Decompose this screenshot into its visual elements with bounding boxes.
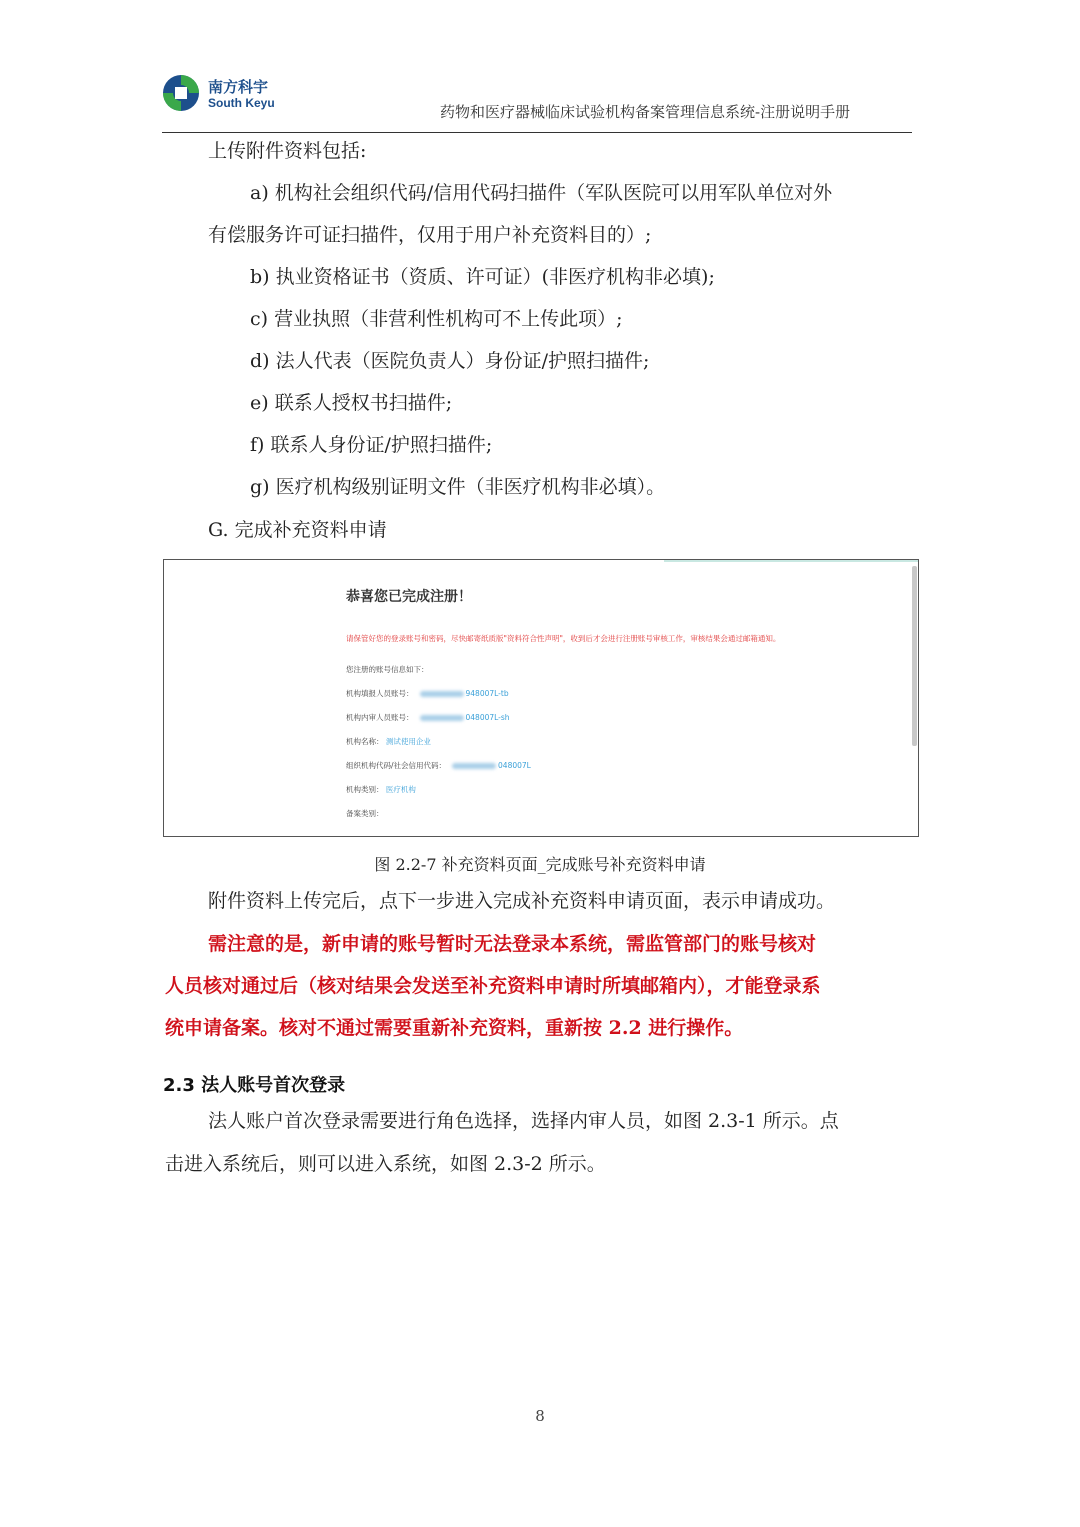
row-label: 机构名称： (346, 737, 384, 746)
logo-mark-icon (162, 74, 200, 112)
list-item-c: c) 营业执照（非营利性机构可不上传此项）; (250, 308, 623, 330)
list-item-g: g) 医疗机构级别证明文件（非医疗机构非必填）。 (250, 476, 666, 498)
list-item-d: d) 法人代表（医院负责人）身份证/护照扫描件; (250, 350, 650, 372)
list-item-a: a) 机构社会组织代码/信用代码扫描件（军队医院可以用军队单位对外 (250, 182, 833, 204)
screenshot-info-header: 您注册的账号信息如下： (346, 665, 429, 674)
redaction-blur (452, 763, 496, 769)
screenshot-row (346, 688, 509, 699)
screenshot-row (346, 808, 384, 819)
notice-line-2: 人员核对通过后（核对结果会发送至补充资料申请时所填邮箱内），才能登录系 (165, 975, 821, 997)
screenshot-row (346, 760, 531, 771)
row-value: 医疗机构 (385, 785, 416, 794)
company-logo (162, 74, 312, 118)
notice-line-1: 需注意的是，新申请的账号暂时无法登录本系统，需监管部门的账号核对 (208, 933, 817, 955)
row-label: 机构填报人员账号： (346, 689, 414, 698)
registration-complete-screenshot (163, 559, 919, 837)
after-upload-paragraph: 附件资料上传完后，点下一步进入完成补充资料申请页面，表示申请成功。 (208, 890, 836, 912)
list-item-f: f) 联系人身份证/护照扫描件; (250, 434, 493, 456)
row-label: 备案类别： (346, 809, 384, 818)
notice-line-3: 统申请备案。核对不通过需要重新补充资料，重新按 2.2 进行操作。 (165, 1017, 744, 1039)
row-value: 048007L (498, 761, 531, 770)
logo-chinese-name: 南方科宇 (208, 78, 269, 96)
logo-english-name: South Keyu (208, 96, 275, 110)
upload-intro: 上传附件资料包括: (208, 140, 367, 162)
screenshot-scrollbar (912, 566, 917, 746)
redaction-blur (420, 691, 464, 697)
row-label: 机构类别： (346, 785, 384, 794)
screenshot-row (346, 736, 431, 747)
row-label: 机构内审人员账号： (346, 713, 414, 722)
screenshot-row (346, 712, 510, 723)
list-item-e: e) 联系人授权书扫描件; (250, 392, 453, 414)
screenshot-top-accent (664, 560, 919, 562)
section-heading-2-3: 2.3 法人账号首次登录 (163, 1075, 346, 1096)
figure-caption: 图 2.2-7 补充资料页面_完成账号补充资料申请 (374, 855, 706, 874)
header-divider (162, 132, 912, 133)
document-title: 药物和医疗器械临床试验机构备案管理信息系统-注册说明手册 (440, 103, 851, 121)
first-login-paragraph-cont: 击进入系统后，则可以进入系统，如图 2.3-2 所示。 (165, 1153, 606, 1175)
list-item-b: b) 执业资格证书（资质、许可证）(非医疗机构非必填); (250, 266, 715, 288)
first-login-paragraph: 法人账户首次登录需要进行角色选择，选择内审人员，如图 2.3-1 所示。点 (208, 1110, 839, 1132)
row-value: 测试使用企业 (385, 737, 431, 746)
row-value: 048007L-sh (465, 713, 510, 722)
step-g-heading: G. 完成补充资料申请 (208, 519, 387, 541)
page-number: 8 (535, 1407, 545, 1425)
screenshot-warning: 请保管好您的登录账号和密码，尽快邮寄纸质版"资料符合性声明"，收到后才会进行注册账号审核工作，审核结果会通过邮箱通知。 (346, 634, 781, 643)
row-label: 组织机构代码/社会信用代码： (346, 761, 447, 770)
redaction-blur (420, 715, 464, 721)
list-item-a-cont: 有偿服务许可证扫描件，仅用于用户补充资料目的）; (208, 224, 652, 246)
screenshot-title: 恭喜您已完成注册！ (346, 589, 472, 605)
row-value: 948007L-tb (465, 689, 509, 698)
screenshot-row (346, 784, 416, 795)
